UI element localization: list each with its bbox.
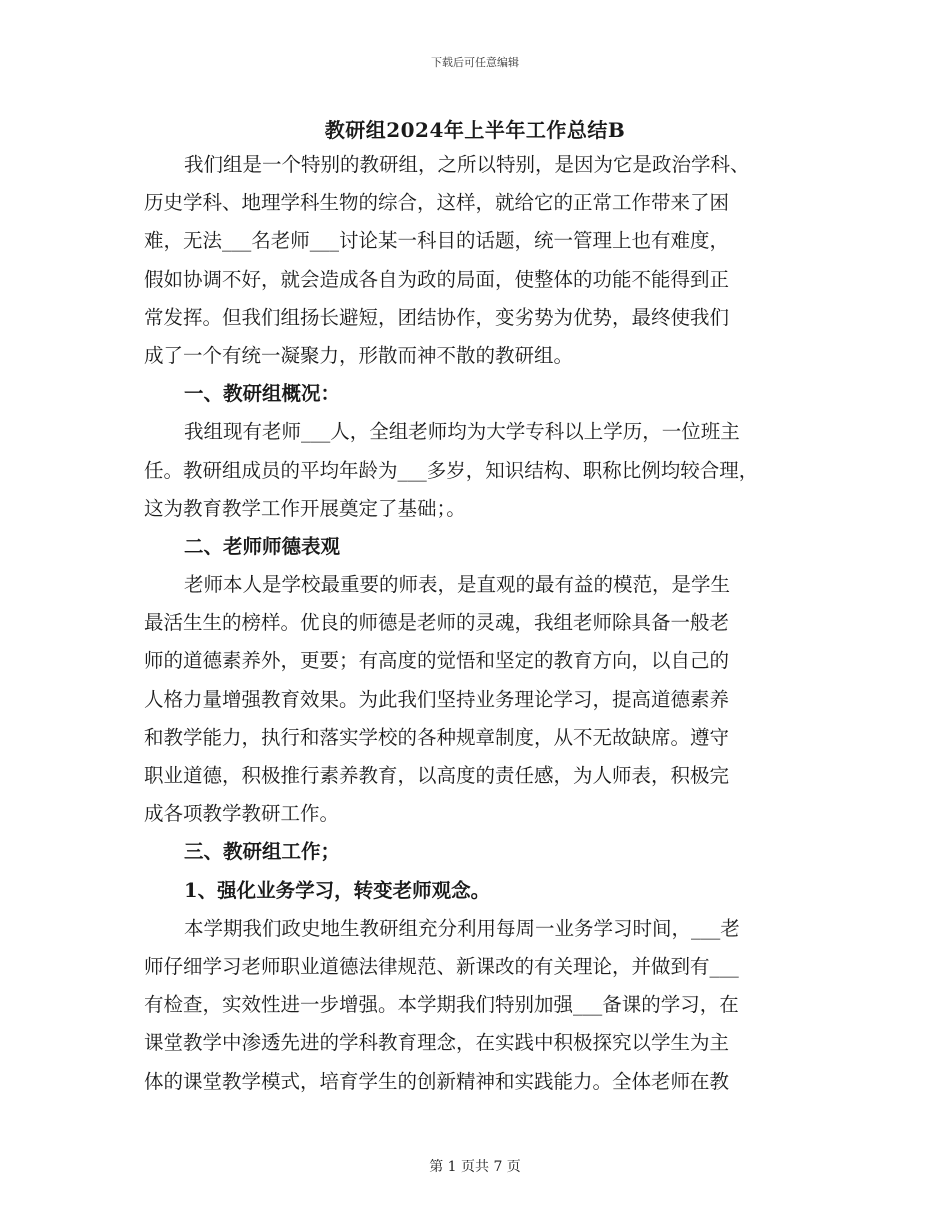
paragraph-line: 本学期我们政史地生教研组充分利用每周一业务学习时间，___老 — [184, 916, 740, 940]
paragraph-line: 成各项教学教研工作。 — [144, 802, 340, 826]
section-heading: 1、强化业务学习，转变老师观念。 — [184, 878, 491, 902]
paragraph-line: 历史学科、地理学科生物的综合，这样，就给它的正常工作带来了困 — [144, 191, 730, 215]
paragraph-line: 假如协调不好，就会造成各自为政的局面，使整体的功能不能得到正 — [144, 267, 730, 291]
document-body — [144, 146, 810, 1101]
document-title: 教研组2024年上半年工作总结B — [324, 118, 626, 142]
page-footer: 第 1 页共 7 页 — [429, 1159, 521, 1175]
paragraph-line: 成了一个有统一凝聚力，形散而神不散的教研组。 — [144, 343, 574, 367]
paragraph-line: 这为教育教学工作开展奠定了基础；。 — [144, 496, 466, 520]
section-heading: 一、教研组概况： — [184, 382, 341, 406]
paragraph-line: 难，无法___名老师___讨论某一科目的话题，统一管理上也有难度， — [144, 229, 730, 253]
paragraph-line: 课堂教学中渗透先进的学科教育理念，在实践中积极探究以学生为主 — [144, 1031, 730, 1055]
paragraph-line: 常发挥。但我们组扬长避短，团结协作，变劣势为优势，最终使我们 — [144, 305, 730, 329]
page-header: 下载后可任意编辑 — [431, 56, 519, 69]
paragraph-line: 和教学能力，执行和落实学校的各种规章制度，从不无故缺席。遵守 — [144, 725, 730, 749]
paragraph-line: 任。教研组成员的平均年龄为___多岁，知识结构、职称比例均较合理， — [144, 458, 759, 482]
section-heading: 二、老师师德表观 — [184, 534, 341, 558]
paragraph-line: 我们组是一个特别的教研组，之所以特别，是因为它是政治学科、 — [184, 153, 750, 176]
paragraph-line: 师的道德素养外，更要；有高度的觉悟和坚定的教育方向，以自己的 — [144, 649, 730, 673]
paragraph-line: 有检查，实效性进一步增强。本学期我们特别加强___备课的学习，在 — [144, 993, 739, 1017]
paragraph-line: 最活生生的榜样。优良的师德是老师的灵魂，我组老师除具备一般老 — [144, 611, 730, 635]
paragraph-line: 师仔细学习老师职业道德法律规范、新课改的有关理论，并做到有___ — [144, 954, 739, 978]
paragraph-line: 体的课堂教学模式，培育学生的创新精神和实践能力。全体老师在教 — [144, 1069, 730, 1093]
paragraph-line: 老师本人是学校最重要的师表，是直观的最有益的模范，是学生 — [184, 573, 731, 597]
paragraph-line: 人格力量增强教育效果。为此我们坚持业务理论学习，提高道德素养 — [144, 687, 730, 711]
paragraph-line: 职业道德，积极推行素养教育，以高度的责任感，为人师表，积极完 — [144, 764, 730, 787]
paragraph-line: 我组现有老师___人，全组老师均为大学专科以上学历，一位班主 — [184, 420, 740, 444]
section-heading: 三、教研组工作； — [184, 840, 341, 864]
